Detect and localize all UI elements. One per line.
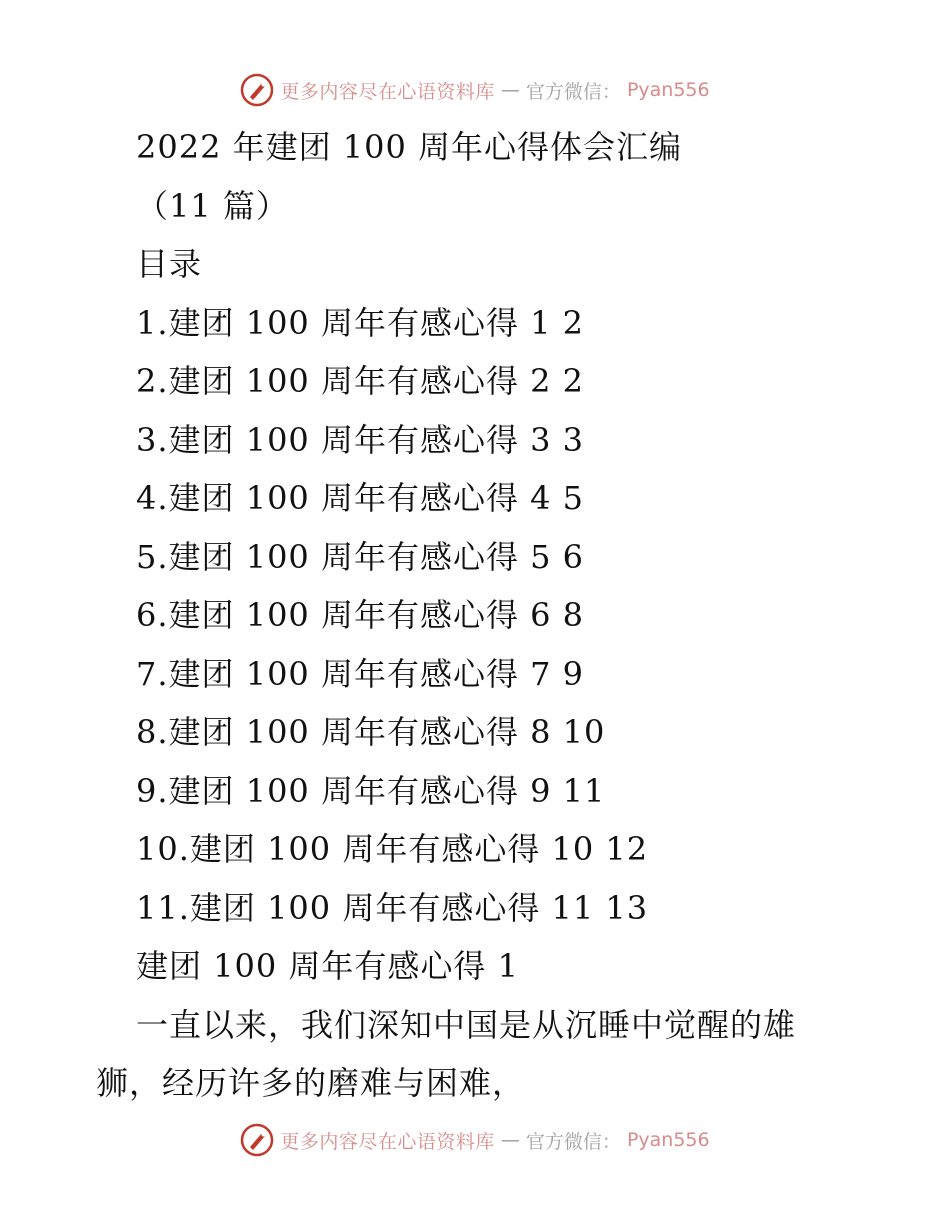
banner-dash: — xyxy=(500,1129,520,1151)
paragraph-line: 狮，经历许多的磨难与困难， xyxy=(96,1064,526,1102)
document-subtitle: （11 篇） xyxy=(136,186,289,225)
banner-wechat-label: 官方微信： xyxy=(525,1130,621,1153)
toc-item: 7.建团 100 周年有感心得 7 9 xyxy=(136,654,585,693)
pen-nib-logo-icon xyxy=(240,1123,274,1157)
banner-wechat-id: Pyan556 xyxy=(626,79,710,101)
toc-item: 8.建团 100 周年有感心得 8 10 xyxy=(136,713,606,751)
toc-item: 5.建团 100 周年有感心得 5 6 xyxy=(136,537,585,576)
document-body xyxy=(96,118,856,1113)
pen-nib-logo-icon xyxy=(240,73,274,107)
banner-text: 更多内容尽在心语资料库 xyxy=(280,80,495,103)
document-title: 2022 年建团 100 周年心得体会汇编 xyxy=(136,128,683,166)
header-banner xyxy=(0,70,950,110)
paragraph-line: 一直以来，我们深知中国是从沉睡中觉醒的雄 xyxy=(136,1005,797,1044)
toc-item: 3.建团 100 周年有感心得 3 3 xyxy=(136,420,585,459)
banner-text: 更多内容尽在心语资料库 xyxy=(280,1130,495,1153)
toc-item: 2.建团 100 周年有感心得 2 2 xyxy=(136,362,585,400)
toc-item: 4.建团 100 周年有感心得 4 5 xyxy=(136,479,585,517)
footer-banner xyxy=(0,1120,950,1160)
banner-wechat-id: Pyan556 xyxy=(626,1129,710,1151)
toc-item: 1.建团 100 周年有感心得 1 2 xyxy=(136,303,585,342)
toc-heading: 目录 xyxy=(136,245,203,283)
banner-wechat-label: 官方微信： xyxy=(525,80,621,103)
section-heading: 建团 100 周年有感心得 1 xyxy=(136,947,519,985)
toc-item: 9.建团 100 周年有感心得 9 11 xyxy=(136,771,606,810)
toc-item: 10.建团 100 周年有感心得 10 12 xyxy=(136,830,649,868)
toc-item: 6.建团 100 周年有感心得 6 8 xyxy=(136,596,585,634)
toc-item: 11.建团 100 周年有感心得 11 13 xyxy=(136,888,649,927)
table-of-contents xyxy=(96,294,856,938)
banner-dash: — xyxy=(500,79,520,101)
